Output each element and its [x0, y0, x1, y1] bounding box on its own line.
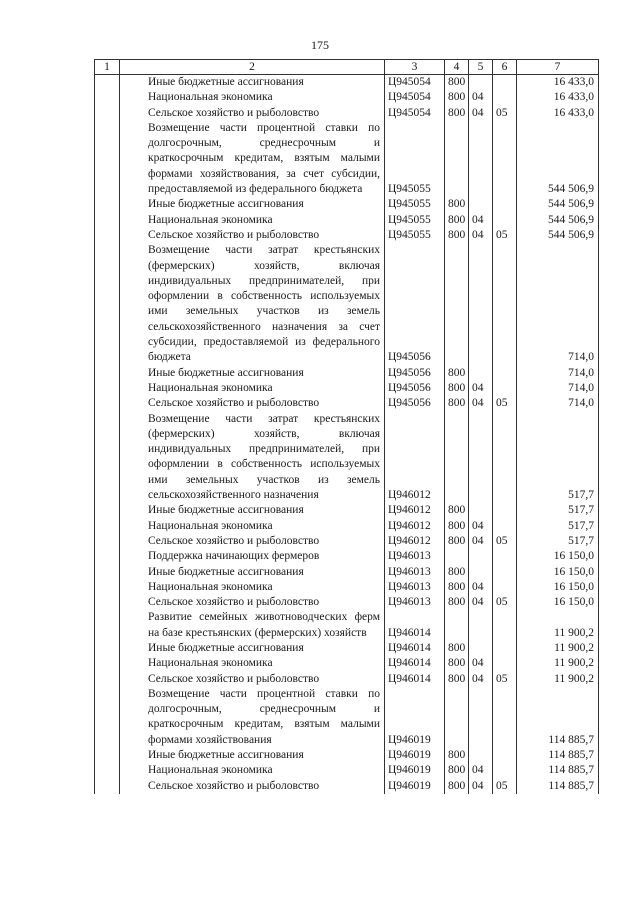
cell-code: Ц946019: [385, 779, 445, 794]
cell-col4: 800: [445, 580, 469, 595]
cell-col4: 800: [445, 213, 469, 228]
budget-table: [94, 59, 599, 794]
header-row: [95, 60, 599, 75]
cell-amount: 11 900,2: [517, 672, 599, 687]
cell-col1: [95, 595, 120, 610]
cell-code: Ц946014: [385, 656, 445, 671]
cell-amount: 16 150,0: [517, 595, 599, 610]
cell-code: Ц946019: [385, 748, 445, 763]
table-row: [95, 228, 599, 243]
cell-code: Ц946012: [385, 503, 445, 518]
cell-col4: 800: [445, 75, 469, 91]
table-row: [95, 213, 599, 228]
cell-amount: 517,7: [517, 412, 599, 504]
cell-code: Ц945056: [385, 243, 445, 365]
cell-amount: 114 885,7: [517, 748, 599, 763]
cell-name: Сельское хозяйство и рыболовство: [120, 534, 385, 549]
cell-col5: [469, 366, 493, 381]
cell-col4: 800: [445, 228, 469, 243]
cell-col4: 800: [445, 197, 469, 212]
cell-name: Национальная экономика: [120, 763, 385, 778]
table-row: [95, 519, 599, 534]
table-row: [95, 641, 599, 656]
table-row: [95, 106, 599, 121]
cell-col5: [469, 549, 493, 564]
cell-amount: 517,7: [517, 503, 599, 518]
cell-code: Ц945056: [385, 366, 445, 381]
cell-name: Национальная экономика: [120, 519, 385, 534]
cell-amount: 16 433,0: [517, 106, 599, 121]
cell-col5: [469, 243, 493, 365]
cell-code: Ц945056: [385, 396, 445, 411]
cell-col5: 04: [469, 763, 493, 778]
cell-code: Ц946013: [385, 549, 445, 564]
cell-code: Ц946013: [385, 580, 445, 595]
table-row: [95, 779, 599, 794]
table-row: [95, 656, 599, 671]
cell-col6: [493, 687, 517, 748]
header-cell-6: 6: [493, 60, 517, 75]
cell-amount: 544 506,9: [517, 213, 599, 228]
cell-code: Ц946012: [385, 412, 445, 504]
header-cell-4: 4: [445, 60, 469, 75]
cell-col1: [95, 519, 120, 534]
cell-name: Иные бюджетные ассигнования: [120, 503, 385, 518]
cell-col5: 04: [469, 381, 493, 396]
cell-name: Иные бюджетные ассигнования: [120, 197, 385, 212]
cell-col4: 800: [445, 503, 469, 518]
table-row: [95, 580, 599, 595]
cell-amount: 16 433,0: [517, 90, 599, 105]
cell-col6: [493, 503, 517, 518]
cell-col1: [95, 610, 120, 641]
cell-col4: [445, 610, 469, 641]
table-row: [95, 197, 599, 212]
table-row: [95, 243, 599, 365]
table-row: [95, 90, 599, 105]
cell-col4: 800: [445, 565, 469, 580]
cell-amount: 114 885,7: [517, 687, 599, 748]
table-row: [95, 121, 599, 197]
cell-amount: 114 885,7: [517, 763, 599, 778]
cell-amount: 11 900,2: [517, 656, 599, 671]
cell-amount: 714,0: [517, 381, 599, 396]
cell-col5: [469, 412, 493, 504]
cell-amount: 714,0: [517, 243, 599, 365]
cell-col1: [95, 366, 120, 381]
table-row: [95, 549, 599, 564]
cell-col1: [95, 580, 120, 595]
cell-col5: 04: [469, 90, 493, 105]
cell-name: Национальная экономика: [120, 656, 385, 671]
table-row: [95, 763, 599, 778]
cell-name: Возмещение части процентной ставки по долгосрочным, среднесрочным и краткосрочным кредитам, взятым малыми формами хозяйствования: [120, 687, 385, 748]
cell-name: Развитие семейных животноводческих ферм на базе крестьянских (фермерских) хозяйств: [120, 610, 385, 641]
cell-code: Ц946013: [385, 595, 445, 610]
cell-col4: [445, 549, 469, 564]
cell-col1: [95, 90, 120, 105]
cell-col1: [95, 412, 120, 504]
cell-name: Иные бюджетные ассигнования: [120, 75, 385, 91]
cell-col4: 800: [445, 90, 469, 105]
table-row: [95, 565, 599, 580]
table-row: [95, 672, 599, 687]
cell-col5: 04: [469, 595, 493, 610]
cell-amount: 544 506,9: [517, 197, 599, 212]
cell-col5: [469, 503, 493, 518]
cell-col1: [95, 381, 120, 396]
cell-code: Ц946019: [385, 763, 445, 778]
cell-col1: [95, 213, 120, 228]
cell-amount: 544 506,9: [517, 121, 599, 197]
table-row: [95, 748, 599, 763]
cell-col6: [493, 656, 517, 671]
cell-col5: [469, 687, 493, 748]
cell-col1: [95, 106, 120, 121]
cell-col6: [493, 366, 517, 381]
cell-col6: 05: [493, 106, 517, 121]
cell-col6: 05: [493, 228, 517, 243]
cell-amount: 16 150,0: [517, 549, 599, 564]
cell-amount: 517,7: [517, 534, 599, 549]
cell-col1: [95, 534, 120, 549]
cell-col1: [95, 197, 120, 212]
cell-amount: 714,0: [517, 396, 599, 411]
cell-col1: [95, 687, 120, 748]
cell-col5: 04: [469, 580, 493, 595]
cell-col6: 05: [493, 396, 517, 411]
header-cell-5: 5: [469, 60, 493, 75]
cell-col6: [493, 213, 517, 228]
cell-code: Ц945054: [385, 90, 445, 105]
cell-col4: 800: [445, 763, 469, 778]
cell-col6: [493, 748, 517, 763]
cell-amount: 114 885,7: [517, 779, 599, 794]
table-row: [95, 687, 599, 748]
cell-col6: 05: [493, 779, 517, 794]
cell-col4: 800: [445, 519, 469, 534]
cell-amount: 11 900,2: [517, 641, 599, 656]
cell-col5: [469, 610, 493, 641]
cell-col1: [95, 75, 120, 91]
cell-col6: [493, 763, 517, 778]
cell-code: Ц945055: [385, 228, 445, 243]
cell-col6: [493, 90, 517, 105]
cell-name: Национальная экономика: [120, 90, 385, 105]
cell-col6: [493, 580, 517, 595]
cell-code: Ц945054: [385, 106, 445, 121]
cell-col6: [493, 565, 517, 580]
cell-col5: 04: [469, 656, 493, 671]
cell-col6: [493, 641, 517, 656]
cell-col5: [469, 748, 493, 763]
header-cell-7: 7: [517, 60, 599, 75]
cell-col6: 05: [493, 534, 517, 549]
cell-code: Ц946014: [385, 610, 445, 641]
cell-name: Сельское хозяйство и рыболовство: [120, 106, 385, 121]
cell-col5: [469, 121, 493, 197]
cell-col4: 800: [445, 641, 469, 656]
cell-col1: [95, 641, 120, 656]
cell-name: Сельское хозяйство и рыболовство: [120, 779, 385, 794]
cell-name: Сельское хозяйство и рыболовство: [120, 672, 385, 687]
cell-col1: [95, 549, 120, 564]
cell-code: Ц946014: [385, 641, 445, 656]
cell-col6: [493, 243, 517, 365]
cell-name: Сельское хозяйство и рыболовство: [120, 595, 385, 610]
header-cell-2: 2: [120, 60, 385, 75]
cell-code: Ц945054: [385, 75, 445, 91]
cell-code: Ц946014: [385, 672, 445, 687]
cell-col4: 800: [445, 672, 469, 687]
cell-col1: [95, 121, 120, 197]
cell-code: Ц946012: [385, 519, 445, 534]
cell-col5: 04: [469, 534, 493, 549]
cell-col5: 04: [469, 779, 493, 794]
cell-col4: [445, 412, 469, 504]
cell-col4: 800: [445, 748, 469, 763]
cell-name: Сельское хозяйство и рыболовство: [120, 228, 385, 243]
cell-col5: [469, 197, 493, 212]
cell-code: Ц945055: [385, 121, 445, 197]
cell-code: Ц945055: [385, 213, 445, 228]
page-number: 175: [311, 38, 329, 52]
header-cell-3: 3: [385, 60, 445, 75]
cell-col6: [493, 121, 517, 197]
cell-col5: 04: [469, 519, 493, 534]
table-row: [95, 381, 599, 396]
table-row: [95, 396, 599, 411]
cell-name: Национальная экономика: [120, 381, 385, 396]
cell-name: Сельское хозяйство и рыболовство: [120, 396, 385, 411]
cell-amount: 11 900,2: [517, 610, 599, 641]
cell-col6: [493, 610, 517, 641]
table-row: [95, 366, 599, 381]
table-row: [95, 75, 599, 91]
cell-col5: 04: [469, 396, 493, 411]
cell-col5: [469, 641, 493, 656]
cell-col4: 800: [445, 396, 469, 411]
cell-col5: 04: [469, 228, 493, 243]
cell-name: Иные бюджетные ассигнования: [120, 565, 385, 580]
cell-name: Иные бюджетные ассигнования: [120, 641, 385, 656]
cell-name: Возмещение части затрат крестьянских (фермерских) хозяйств, включая индивидуальных предпринимателей, при оформлении в собственность используемых ими земельных участков из земель сельскохозяйственного назначения: [120, 412, 385, 504]
cell-col4: [445, 687, 469, 748]
cell-col6: [493, 75, 517, 91]
cell-col4: 800: [445, 381, 469, 396]
cell-col4: 800: [445, 656, 469, 671]
cell-name: Национальная экономика: [120, 213, 385, 228]
cell-amount: 16 150,0: [517, 565, 599, 580]
cell-name: Национальная экономика: [120, 580, 385, 595]
cell-col1: [95, 656, 120, 671]
cell-code: Ц945056: [385, 381, 445, 396]
cell-col6: [493, 549, 517, 564]
cell-col6: [493, 412, 517, 504]
table-row: [95, 412, 599, 504]
cell-name: Поддержка начинающих фермеров: [120, 549, 385, 564]
table-body: [95, 75, 599, 794]
cell-name: Иные бюджетные ассигнования: [120, 748, 385, 763]
cell-col4: 800: [445, 366, 469, 381]
cell-name: Возмещение части затрат крестьянских (фермерских) хозяйств, включая индивидуальных предпринимателей, при оформлении в собственность используемых ими земельных участков из земель сельскохозяйственного назначения за счет субсидии, предоставляемой из федерального бюджета: [120, 243, 385, 365]
cell-col6: 05: [493, 595, 517, 610]
cell-col1: [95, 748, 120, 763]
cell-col4: 800: [445, 779, 469, 794]
cell-amount: 517,7: [517, 519, 599, 534]
cell-col5: 04: [469, 106, 493, 121]
cell-code: Ц946012: [385, 534, 445, 549]
table-row: [95, 534, 599, 549]
cell-col1: [95, 672, 120, 687]
cell-col4: [445, 243, 469, 365]
cell-amount: 714,0: [517, 366, 599, 381]
cell-code: Ц946019: [385, 687, 445, 748]
cell-col1: [95, 503, 120, 518]
cell-amount: 16 433,0: [517, 75, 599, 91]
cell-col1: [95, 243, 120, 365]
cell-col6: [493, 381, 517, 396]
cell-code: Ц946013: [385, 565, 445, 580]
cell-col5: 04: [469, 213, 493, 228]
cell-amount: 16 150,0: [517, 580, 599, 595]
header-cell-1: 1: [95, 60, 120, 75]
cell-col1: [95, 779, 120, 794]
cell-col6: [493, 197, 517, 212]
cell-col4: 800: [445, 534, 469, 549]
cell-name: Возмещение части процентной ставки по долгосрочным, среднесрочным и краткосрочным кредитам, взятым малыми формами хозяйствования, за счет субсидии, предоставляемой из федерального бюджета: [120, 121, 385, 197]
cell-col1: [95, 396, 120, 411]
table-row: [95, 610, 599, 641]
cell-col5: 04: [469, 672, 493, 687]
cell-col4: [445, 121, 469, 197]
cell-code: Ц945055: [385, 197, 445, 212]
cell-col6: [493, 519, 517, 534]
cell-col5: [469, 565, 493, 580]
table-row: [95, 595, 599, 610]
cell-col6: 05: [493, 672, 517, 687]
cell-col5: [469, 75, 493, 91]
cell-amount: 544 506,9: [517, 228, 599, 243]
cell-col4: 800: [445, 595, 469, 610]
cell-col1: [95, 228, 120, 243]
cell-col4: 800: [445, 106, 469, 121]
cell-col1: [95, 763, 120, 778]
cell-name: Иные бюджетные ассигнования: [120, 366, 385, 381]
cell-col1: [95, 565, 120, 580]
table-row: [95, 503, 599, 518]
